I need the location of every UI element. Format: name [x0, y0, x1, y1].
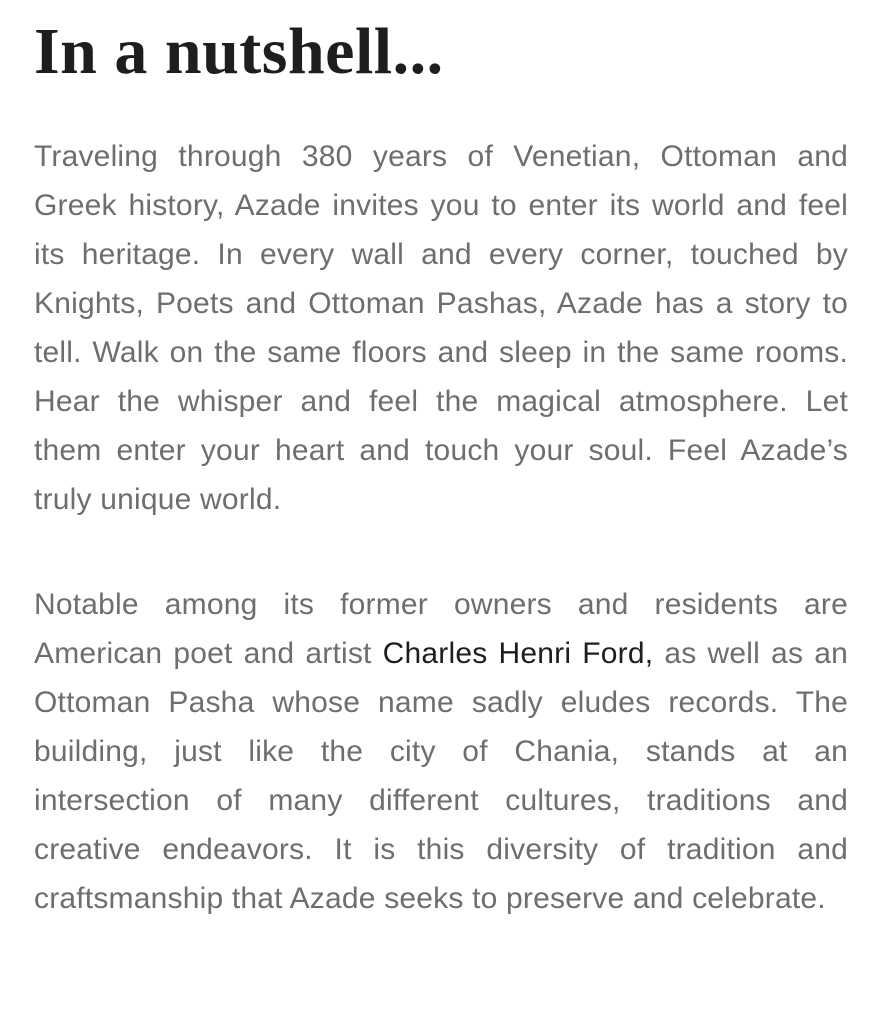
paragraph-text-after-link: as well as an Ottoman Pasha whose name sadly eludes records. The building, just like the city of Chania, stands at an intersection of many different cultures, traditions and creative endeavors. It is this diversity of tradition and craftsmanship that Azade seeks to preserve and celebrate. — [34, 636, 848, 915]
page-title: In a nutshell... — [34, 15, 444, 88]
paragraph-text-before-link: Notable among its former owners and residents are American poet and artist — [34, 587, 848, 670]
intro-paragraph: Traveling through 380 years of Venetian, Ottoman and Greek history, Azade invites you to enter its world and feel its heritage. In every wall and every corner, touched by Knights, Poets and Ottoman Pashas, Azade has a story to tell. Walk on the same floors and sleep in the same rooms. Hear the whisper and feel the magical atmosphere. Let them enter your heart and touch your soul. Feel Azade’s truly unique world. — [34, 139, 848, 516]
charles-henri-ford-link[interactable]: Charles Henri Ford, — [382, 636, 654, 670]
owners-paragraph — [34, 580, 848, 923]
